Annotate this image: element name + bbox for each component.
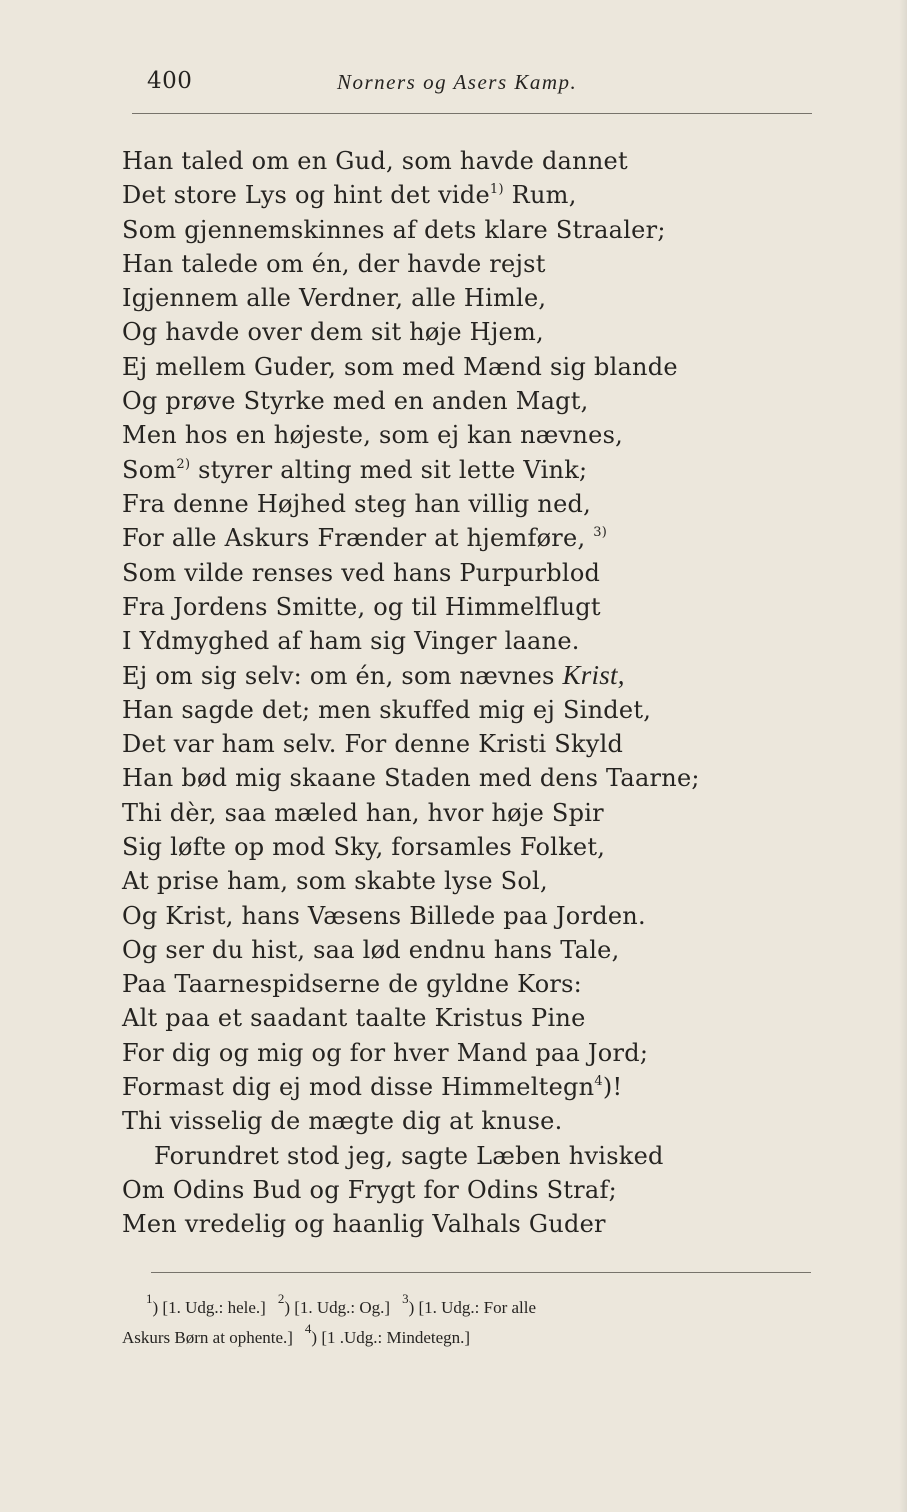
poem-line: Og ser du hist, saa lød endnu hans Tale,: [122, 935, 620, 964]
poem-line: At prise ham, som skabte lyse Sol,: [122, 867, 548, 896]
footnote-number: 1: [146, 1291, 153, 1306]
poem-line: Men hos en højeste, som ej kan nævnes,: [122, 421, 624, 450]
poem-line: Som vilde renses ved hans Purpurblod: [122, 558, 601, 587]
poem-line: For dig og mig og for hver Mand paa Jord;: [122, 1038, 649, 1067]
footnote-text: ) [1 .Udg.: Mindetegn.]: [311, 1328, 471, 1347]
poem-line: Igjennem alle Verdner, alle Himle,: [122, 284, 547, 313]
poem-line: Sig løfte op mod Sky, forsamles Folket,: [122, 832, 606, 861]
poem-line: Det store Lys og hint det vide$^{1)}$ Rum,: [122, 181, 577, 210]
footnote-text: Askurs Børn at ophente.]: [122, 1328, 293, 1347]
poem-line: Han taled om en Gud, som havde dannet: [122, 147, 628, 175]
footnote-rule: [151, 1272, 811, 1273]
poem-line: Paa Taarnespidserne de gyldne Kors:: [122, 970, 583, 999]
running-title: Norners og Asers Kamp.: [337, 70, 578, 94]
poem-line: I Ydmyghed af ham sig Vinger laane.: [122, 627, 580, 656]
header-rule: [132, 113, 812, 114]
poem-line: Ej mellem Guder, som med Mænd sig blande: [122, 352, 678, 381]
poem-line: Det var ham selv. For denne Kristi Skyld: [122, 730, 624, 759]
poem-line: Thi dèr, saa mæled han, hvor høje Spir: [122, 798, 604, 827]
footnote-mark: 1): [489, 182, 504, 198]
emphasis-krist: Krist,: [562, 660, 625, 691]
poem-line: Som$^{2)}$ styrer alting med sit lette Vink;: [122, 455, 588, 484]
poem-line: Om Odins Bud og Frygt for Odins Straf;: [122, 1175, 617, 1204]
footnote-number: 4: [304, 1321, 312, 1336]
page-number: 400: [147, 68, 193, 94]
poem-line: Og havde over dem sit høje Hjem,: [122, 318, 544, 347]
poem-line: Alt paa et saadant taalte Kristus Pine: [122, 1004, 586, 1033]
footnote-text: ) [1. Udg.: Og.]: [284, 1298, 391, 1317]
poem-body: [122, 144, 822, 1242]
poem-line: Men vredelig og haanlig Valhals Guder: [122, 1210, 606, 1239]
footnote-text: ) [1. Udg.: For alle: [408, 1298, 537, 1317]
running-header: [147, 68, 827, 102]
footnote-mark: 2): [176, 456, 191, 472]
poem-line: Han sagde det; men skuffed mig ej Sindet,: [122, 695, 652, 724]
poem-line: Formast dig ej mod disse Himmeltegn$^4$)!: [122, 1073, 623, 1102]
footnote-mark: 3): [593, 525, 608, 541]
poem-line: Ej om sig selv: om én, som nævnes Krist,: [122, 660, 625, 691]
poem-line: Fra Jordens Smitte, og til Himmelflugt: [122, 592, 601, 621]
footnotes: [122, 1293, 822, 1353]
poem-line: Fra denne Højhed steg han villig ned,: [122, 489, 592, 518]
footnote-line: [122, 1323, 822, 1353]
poem-line: Og Krist, hans Væsens Billede paa Jorden.: [122, 901, 646, 930]
poem-line: Han bød mig skaane Staden med dens Taarne;: [122, 764, 700, 793]
footnote-number: 3: [402, 1291, 409, 1306]
footnote-mark: 4: [594, 1074, 603, 1090]
footnote-number: 2: [277, 1291, 285, 1306]
poem-line: Og prøve Styrke med en anden Magt,: [122, 387, 589, 416]
poem-line: Som gjennemskinnes af dets klare Straaler;: [122, 215, 666, 244]
poem-line: Thi visselig de mægte dig at knuse.: [122, 1107, 563, 1136]
page-edge-shadow: [899, 0, 907, 1512]
poem-line: For alle Askurs Frænder at hjemføre, $^{3)}$: [122, 524, 608, 553]
poem-line: Forundret stod jeg, sagte Læben hvisked: [154, 1141, 664, 1170]
footnote-text: ) [1. Udg.: hele.]: [152, 1298, 266, 1317]
poem-line: Han talede om én, der havde rejst: [122, 249, 546, 278]
footnote-line: [122, 1293, 822, 1323]
